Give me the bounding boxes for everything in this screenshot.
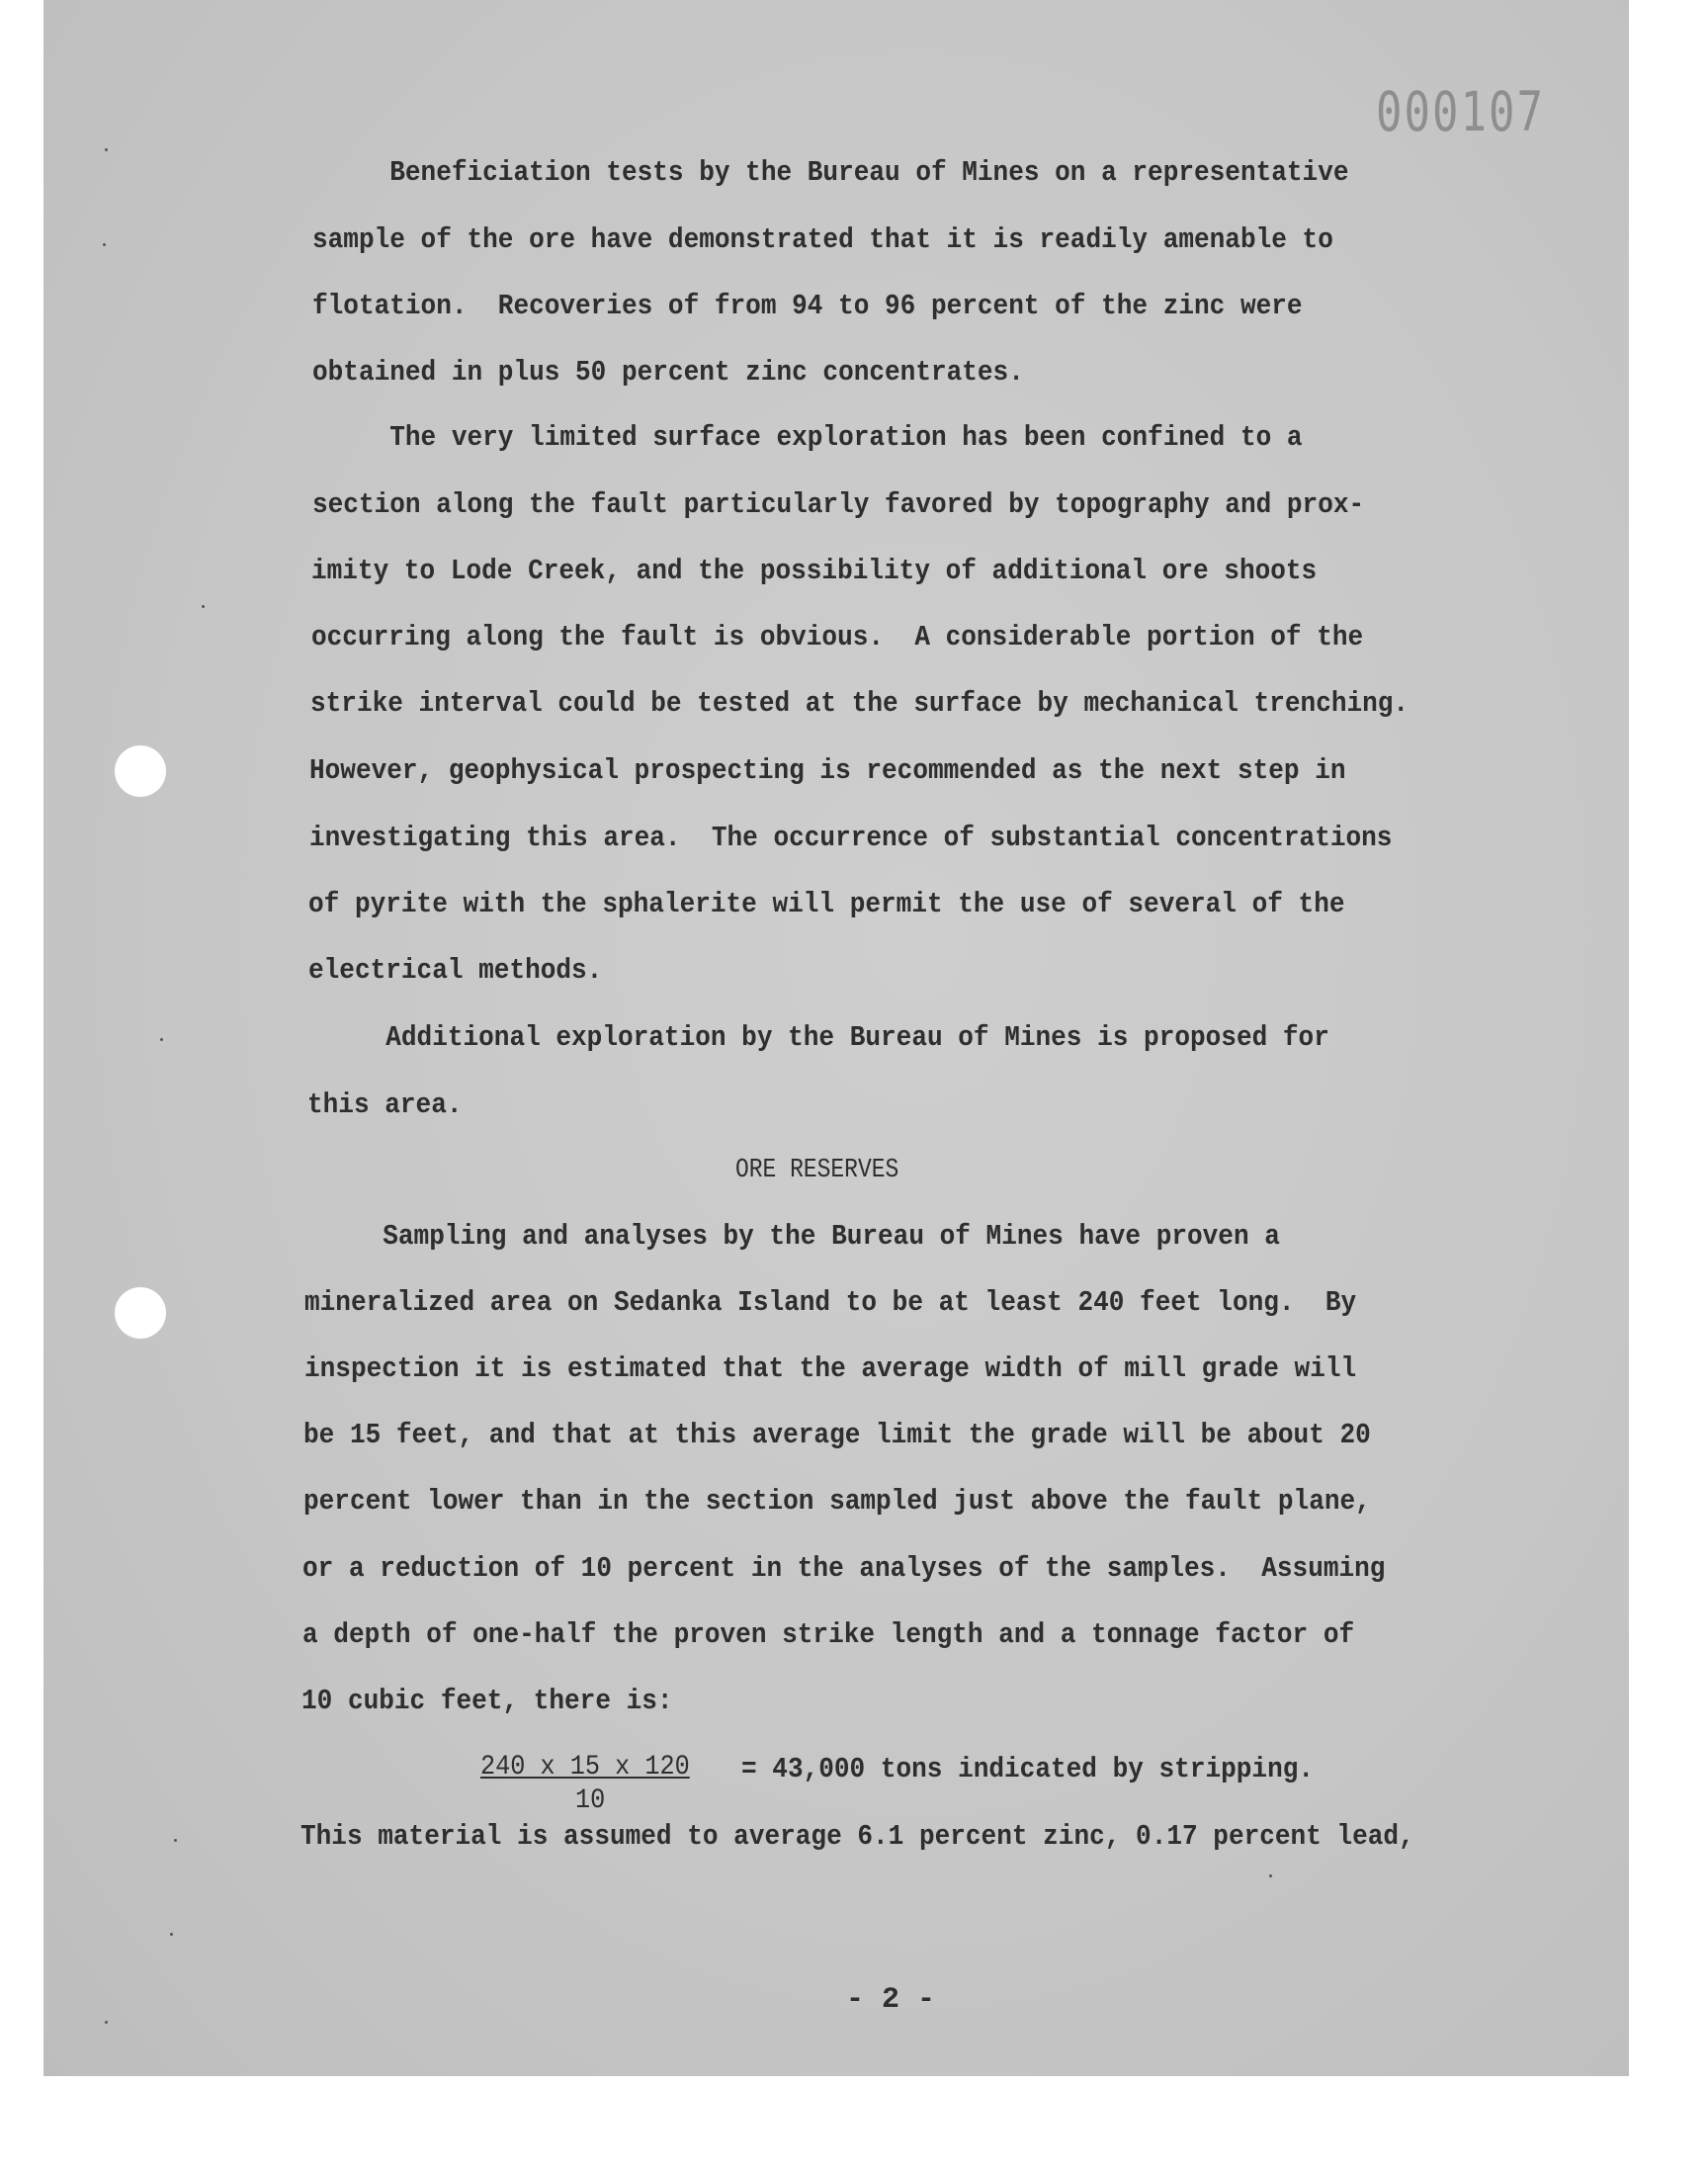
body-text-line: electrical methods. [308, 954, 603, 987]
body-text-line: However, geophysical prospecting is recommended as the next step in [309, 754, 1346, 787]
body-text-line: inspection it is estimated that the average width of mill grade will [304, 1352, 1357, 1385]
scan-speck [1269, 1874, 1272, 1877]
scan-speck [174, 1839, 177, 1842]
body-text-line: Sampling and analyses by the Bureau of Mines have proven a [305, 1220, 1280, 1253]
scan-speck [105, 2021, 108, 2024]
document-page [43, 0, 1629, 2076]
body-text-line: The very limited surface exploration has been confined to a [312, 421, 1303, 454]
body-text-line: section along the fault particularly favored by topography and prox- [312, 488, 1365, 521]
body-text-line: Additional exploration by the Bureau of Mines is proposed for [308, 1021, 1329, 1054]
punch-hole [115, 1287, 166, 1339]
document-stamp-number: 000107 [1376, 81, 1545, 144]
body-text-line: or a reduction of 10 percent in the analyses of the samples. Assuming [302, 1552, 1386, 1585]
body-text-line: Beneficiation tests by the Bureau of Mines on a representative [312, 156, 1349, 189]
body-text-line: sample of the ore have demonstrated that it is readily amenable to [312, 223, 1333, 256]
equation-denominator: 10 [575, 1785, 606, 1816]
page-number: - 2 - [846, 1983, 936, 2017]
body-text-line: of pyrite with the sphalerite will permit the use of several of the [308, 888, 1345, 920]
body-text-line: 10 cubic feet, there is: [301, 1685, 673, 1717]
body-text-line: flotation. Recoveries of from 94 to 96 percent of the zinc were [312, 290, 1303, 322]
body-text-line: investigating this area. The occurrence of substantial concentrations [309, 822, 1393, 854]
body-text-line: occurring along the fault is obvious. A considerable portion of the [311, 621, 1364, 653]
body-text-line: be 15 feet, and that at this average limit the grade will be about 20 [303, 1419, 1371, 1451]
body-text-line: imity to Lode Creek, and the possibility of additional ore shoots [311, 555, 1318, 587]
punch-hole [115, 745, 166, 797]
equation-numerator: 240 x 15 x 120 [480, 1752, 690, 1783]
body-text-line: obtained in plus 50 percent zinc concentrates. [312, 356, 1024, 389]
scan-speck [202, 605, 205, 608]
body-text-line: a depth of one-half the proven strike length and a tonnage factor of [302, 1618, 1355, 1651]
scan-speck [160, 1038, 163, 1041]
body-text-line: This material is assumed to average 6.1 percent zinc, 0.17 percent lead, [300, 1820, 1414, 1853]
scan-speck [103, 243, 106, 246]
body-text-line: percent lower than in the section sampled just above the fault plane, [303, 1485, 1371, 1518]
scan-speck [170, 1933, 173, 1936]
scan-speck [105, 148, 108, 151]
section-heading: ORE RESERVES [735, 1156, 899, 1185]
body-text-line: mineralized area on Sedanka Island to be at least 240 feet long. By [304, 1286, 1357, 1319]
body-text-line: this area. [307, 1088, 463, 1121]
body-text-line: strike interval could be tested at the surface by mechanical trenching. [310, 687, 1409, 720]
equation-result: = 43,000 tons indicated by stripping. [741, 1753, 1315, 1785]
